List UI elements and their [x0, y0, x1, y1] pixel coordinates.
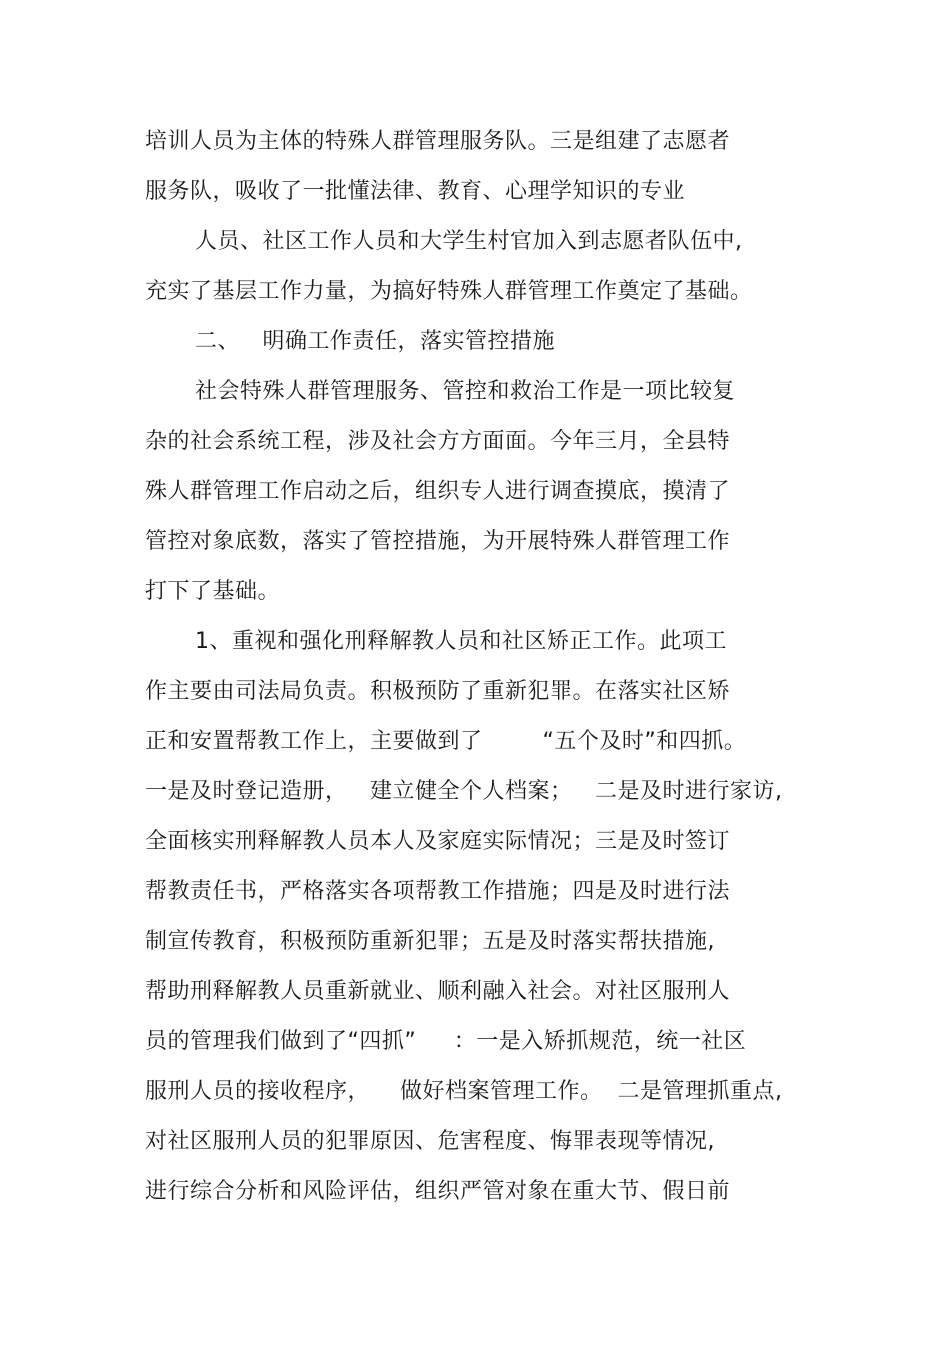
- text-line: 进行综合分析和风险评估，组织严管对象在重大节、假日前: [145, 1179, 731, 1204]
- text-line: 社会特殊人群管理服务、管控和救治工作是一项比较复: [195, 379, 736, 404]
- text-line: 充实了基层工作力量，为搞好特殊人群管理工作奠定了基础。: [145, 279, 753, 304]
- text-line: 作主要由司法局负责。积极预防了重新犯罪。在落实社区矫: [145, 679, 731, 704]
- text-line: 帮教责任书，严格落实各项帮教工作措施；四是及时进行法: [145, 879, 731, 904]
- text-line: 杂的社会系统工程，涉及社会方方面面。今年三月，全县特: [145, 429, 731, 454]
- text-line: 一是及时登记造册， 建立健全个人档案； 二是及时进行家访,: [145, 779, 783, 804]
- text-line: 服务队，吸收了一批懂法律、教育、心理学知识的专业: [145, 179, 686, 204]
- text-line: 培训人员为主体的特殊人群管理服务队。三是组建了志愿者: [145, 129, 731, 154]
- text-line: 服刑人员的接收程序， 做好档案管理工作。 二是管理抓重点,: [145, 1079, 783, 1104]
- section-heading: 二、 明确工作责任，落实管控措施: [195, 329, 555, 354]
- text-line: 殊人群管理工作启动之后，组织专人进行调查摸底，摸清了: [145, 479, 731, 504]
- text-line: 打下了基础。: [145, 579, 281, 604]
- text-line: 管控对象底数，落实了管控措施，为开展特殊人群管理工作: [145, 529, 731, 554]
- text-line: 对社区服刑人员的犯罪原因、危害程度、悔罪表现等情况,: [145, 1129, 715, 1154]
- text-line: 员的管理我们做到了“四抓” ：一是入矫抓规范，统一社区: [145, 1029, 747, 1054]
- text-line: 制宣传教育，积极预防重新犯罪；五是及时落实帮扶措施,: [145, 929, 715, 954]
- text-line: 正和安置帮教工作上，主要做到了 “五个及时”和四抓。: [145, 729, 747, 754]
- text-line: 全面核实刑释解教人员本人及家庭实际情况；三是及时签订: [145, 829, 731, 854]
- text-line: 帮助刑释解教人员重新就业、顺利融入社会。对社区服刑人: [145, 979, 731, 1004]
- text-line: 1、重视和强化刑释解教人员和社区矫正工作。此项工: [195, 629, 727, 654]
- text-line: 人员、社区工作人员和大学生村官加入到志愿者队伍中,: [195, 229, 743, 254]
